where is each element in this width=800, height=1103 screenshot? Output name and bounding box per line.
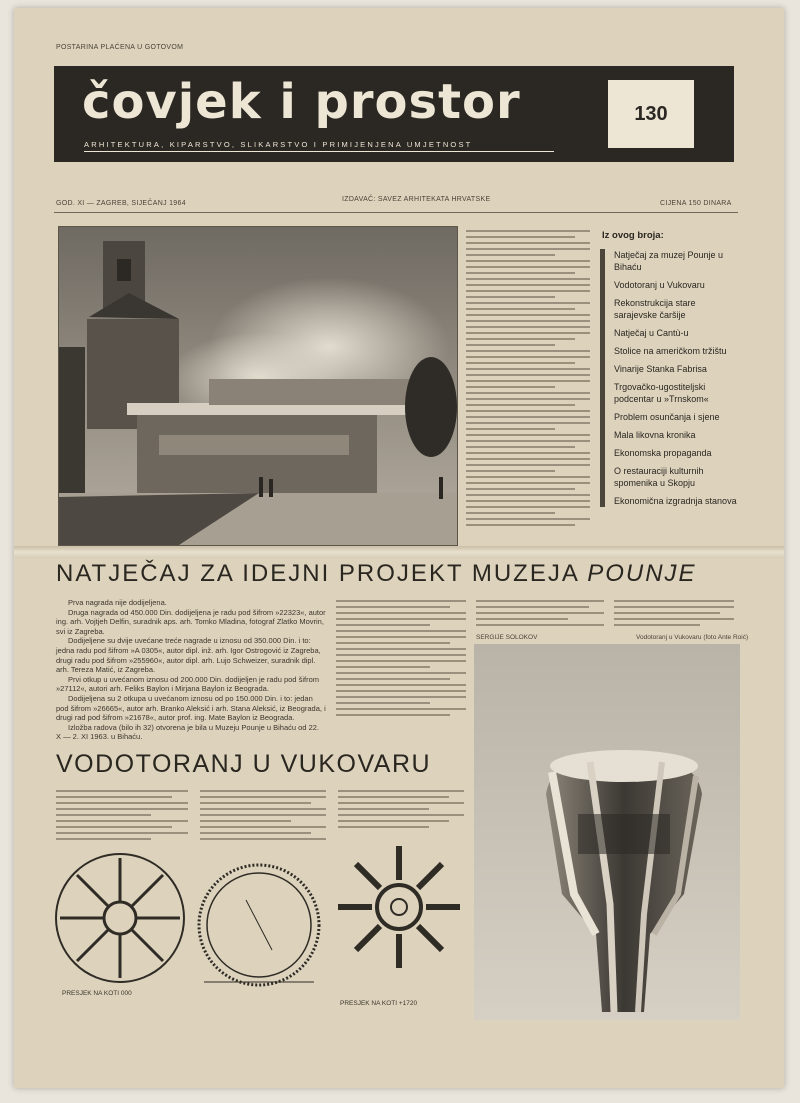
contents-item: Mala likovna kronika [614,430,696,440]
plan-drawing-3 [332,840,466,974]
contents-item: Vinarije Stanka Fabrisa [614,364,707,374]
masthead [54,66,734,162]
museum-article-text [56,598,326,742]
article-text-column-2 [336,600,466,720]
museum-paragraph: Dodijeljena su 2 otkupa u uvećanom iznosu od po 150.000 Din. i to: jedan pod šifrom »26665«, autor arh. Branko Aleksić i arh. Stana Aleksić, iz Beograda, i drugi rad pod šifrom »21678«, autor prof. ing. Mate Baylon iz Beograda. [56,693,326,723]
museum-paragraph: Druga nagrada od 450.000 Din. dodijeljena je radu pod šifrom »22323«, autor ing. arh. Vojtjeh Delfin, suradnik aps. arh. Tomko Mladina, fotograf Zlatko Movrin, svi iz Zagreba. [56,607,326,636]
article-text-column-4 [614,600,734,630]
museum-paragraph: Dodijeljene su dvije uvećane treće nagrade u iznosu od 350.000 Din. i to: jedna radu pod šifrom »A 0305«, autor dipl. inž. arh. Igor Ostrogović iz Zagreba, drugi radu pod šifrom »255960«, autor dipl. arh. Lujo Schweizer, suradnik dipl. arh. Tereza Matić, iz Zagreba. [56,636,321,675]
issue-number: 130 [608,80,694,148]
museum-photo [58,226,458,546]
postal-note: POSTARINA PLAĆENA U GOTOVOM [56,44,184,51]
subtitle-rule [84,151,554,152]
water-tower-photo [474,644,740,1020]
page-fold [14,546,784,558]
tower-text-column-2 [200,790,326,850]
tower-text-column-3 [338,790,464,838]
publisher: IZDAVAČ: SAVEZ ARHITEKATA HRVATSKE [342,196,491,203]
contents-item: Ekonomična izgradnja stanova [614,496,737,506]
museum-headline [56,560,697,588]
newspaper-page [14,8,784,1088]
contents-list [600,249,738,507]
publication-subtitle: ARHITEKTURA, KIPARSTVO, SLIKARSTVO I PRIMIJENJENA UMJETNOST [84,140,473,149]
contents-item: O restauraciji kulturnih spomenika u Skopju [614,466,704,488]
section-label-2: PRESJEK NA KOTI +1720 [340,1000,418,1007]
contents-item: Problem osunčanja i sjene [614,412,720,422]
header-rule [54,212,738,213]
article-text-column-3 [476,600,604,630]
section-label-1: PRESJEK NA KOTI 000 [62,990,132,997]
contents-item: Rekonstrukcija stare sarajevske čaršije [614,298,696,320]
contents-item: Natječaj u Cantù-u [614,328,689,338]
table-of-contents [600,230,738,513]
contents-item: Natječaj za muzej Pounje u Bihaću [614,250,724,272]
water-tower-image [474,644,740,1020]
dateline: GOD. XI — ZAGREB, SIJEČANJ 1964 [56,200,186,207]
museum-building-image [59,227,457,545]
contents-item: Ekonomska propaganda [614,448,712,458]
price: CIJENA 150 DINARA [660,200,732,207]
museum-paragraph: Izložba radova (bilo ih 32) otvorena je bila u Muzeju Pounje u Bihaću od 22. X — 2. XI 1963. u Bihaću. [56,722,319,742]
contents-item: Stolice na američkom tržištu [614,346,727,356]
museum-headline-main: NATJEČAJ ZA IDEJNI PROJEKT MUZEJA [56,560,588,587]
museum-intro: Prva nagrada nije dodijeljena. [68,598,167,607]
water-tower-headline: VODOTORANJ U VUKOVARU [56,750,432,778]
museum-headline-italic: POUNJE [587,560,697,587]
museum-paragraph: Prvi otkup u uvećanom iznosu od 200.000 Din. dodijeljen je radu pod šifrom »27112«, autori arh. Feliks Baylon i Mirjana Baylon iz Beograda. [56,674,319,694]
plan-drawing-2 [194,860,324,990]
photo-author-credit: SERGIJE SOLOKOV [476,634,538,641]
contents-item: Vodotoranj u Vukovaru [614,280,705,290]
photo-caption: Vodotoranj u Vukovaru (foto Ante Roić) [636,634,749,641]
contents-item: Trgovačko-ugostiteljski podcentar u »Trnskom« [614,382,709,404]
article-text-column [466,230,590,542]
tower-text-column-1 [56,790,188,850]
contents-title: Iz ovog broja: [602,230,664,241]
publication-title: čovjek i prostor [82,74,521,130]
plan-drawing-1 [50,848,190,988]
